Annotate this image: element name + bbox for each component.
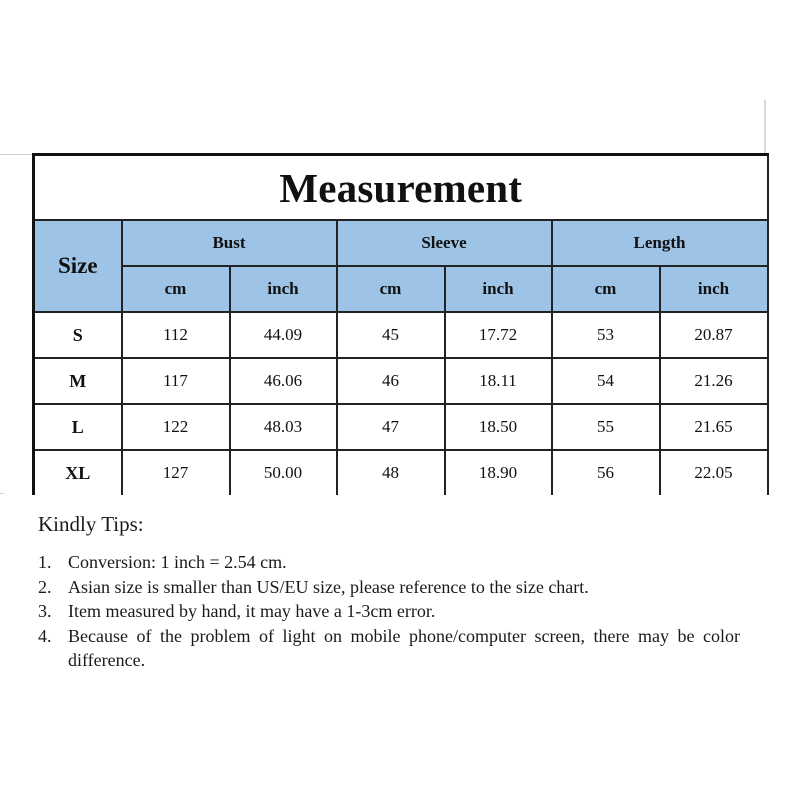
kindly-tips-section [38, 512, 758, 673]
header-sleeve-cm: cm [337, 266, 445, 312]
tip-number: 1. [38, 552, 52, 572]
bust-cm-cell: 122 [122, 404, 230, 450]
header-length-inch: inch [660, 266, 768, 312]
bust-inch-cell: 44.09 [230, 312, 337, 358]
size-chart-table [32, 153, 769, 495]
length-cm-cell: 56 [552, 450, 660, 495]
length-inch-cell: 20.87 [660, 312, 768, 358]
tip-text: Item measured by hand, it may have a 1-3cm error. [68, 601, 436, 621]
sleeve-inch-cell: 18.11 [445, 358, 552, 404]
length-cm-cell: 55 [552, 404, 660, 450]
tip-item [38, 575, 758, 600]
bust-cm-cell: 112 [122, 312, 230, 358]
sleeve-inch-cell: 18.90 [445, 450, 552, 495]
table-row-m [34, 358, 768, 404]
bust-cm-cell: 127 [122, 450, 230, 495]
tip-item [38, 599, 758, 624]
table-row-s [34, 312, 768, 358]
length-cm-cell: 53 [552, 312, 660, 358]
header-bust-inch: inch [230, 266, 337, 312]
bust-inch-cell: 50.00 [230, 450, 337, 495]
size-cell: M [34, 358, 122, 404]
table-row-xl [34, 450, 768, 495]
header-length: Length [552, 220, 768, 266]
sleeve-inch-cell: 18.50 [445, 404, 552, 450]
sleeve-cm-cell: 48 [337, 450, 445, 495]
bust-inch-cell: 46.06 [230, 358, 337, 404]
length-inch-cell: 22.05 [660, 450, 768, 495]
sleeve-inch-cell: 17.72 [445, 312, 552, 358]
guide-line-vertical [764, 100, 766, 154]
length-inch-cell: 21.26 [660, 358, 768, 404]
sleeve-cm-cell: 47 [337, 404, 445, 450]
tips-title: Kindly Tips: [38, 512, 144, 536]
tip-text: Because of the problem of light on mobile phone/computer screen, there may be color difference. [68, 625, 740, 670]
guide-line-horizontal-bottom [0, 493, 4, 494]
header-size: Size [34, 220, 122, 312]
sleeve-cm-cell: 46 [337, 358, 445, 404]
length-cm-cell: 54 [552, 358, 660, 404]
size-cell: L [34, 404, 122, 450]
header-bust: Bust [122, 220, 337, 266]
table-row-l [34, 404, 768, 450]
tip-number: 4. [38, 625, 52, 646]
header-length-cm: cm [552, 266, 660, 312]
tip-text: Asian size is smaller than US/EU size, please reference to the size chart. [68, 576, 589, 597]
bust-cm-cell: 117 [122, 358, 230, 404]
bust-inch-cell: 48.03 [230, 404, 337, 450]
tip-text: Conversion: 1 inch = 2.54 cm. [68, 552, 287, 572]
size-cell: S [34, 312, 122, 358]
table-title: Measurement [34, 155, 768, 221]
sleeve-cm-cell: 45 [337, 312, 445, 358]
header-bust-cm: cm [122, 266, 230, 312]
tip-item [38, 550, 758, 575]
tip-number: 3. [38, 601, 52, 621]
header-sleeve-inch: inch [445, 266, 552, 312]
header-sleeve: Sleeve [337, 220, 552, 266]
guide-line-horizontal [0, 154, 32, 155]
size-cell: XL [34, 450, 122, 495]
length-inch-cell: 21.65 [660, 404, 768, 450]
tips-list [38, 550, 758, 673]
tip-item [38, 624, 758, 673]
tip-number: 2. [38, 576, 52, 597]
